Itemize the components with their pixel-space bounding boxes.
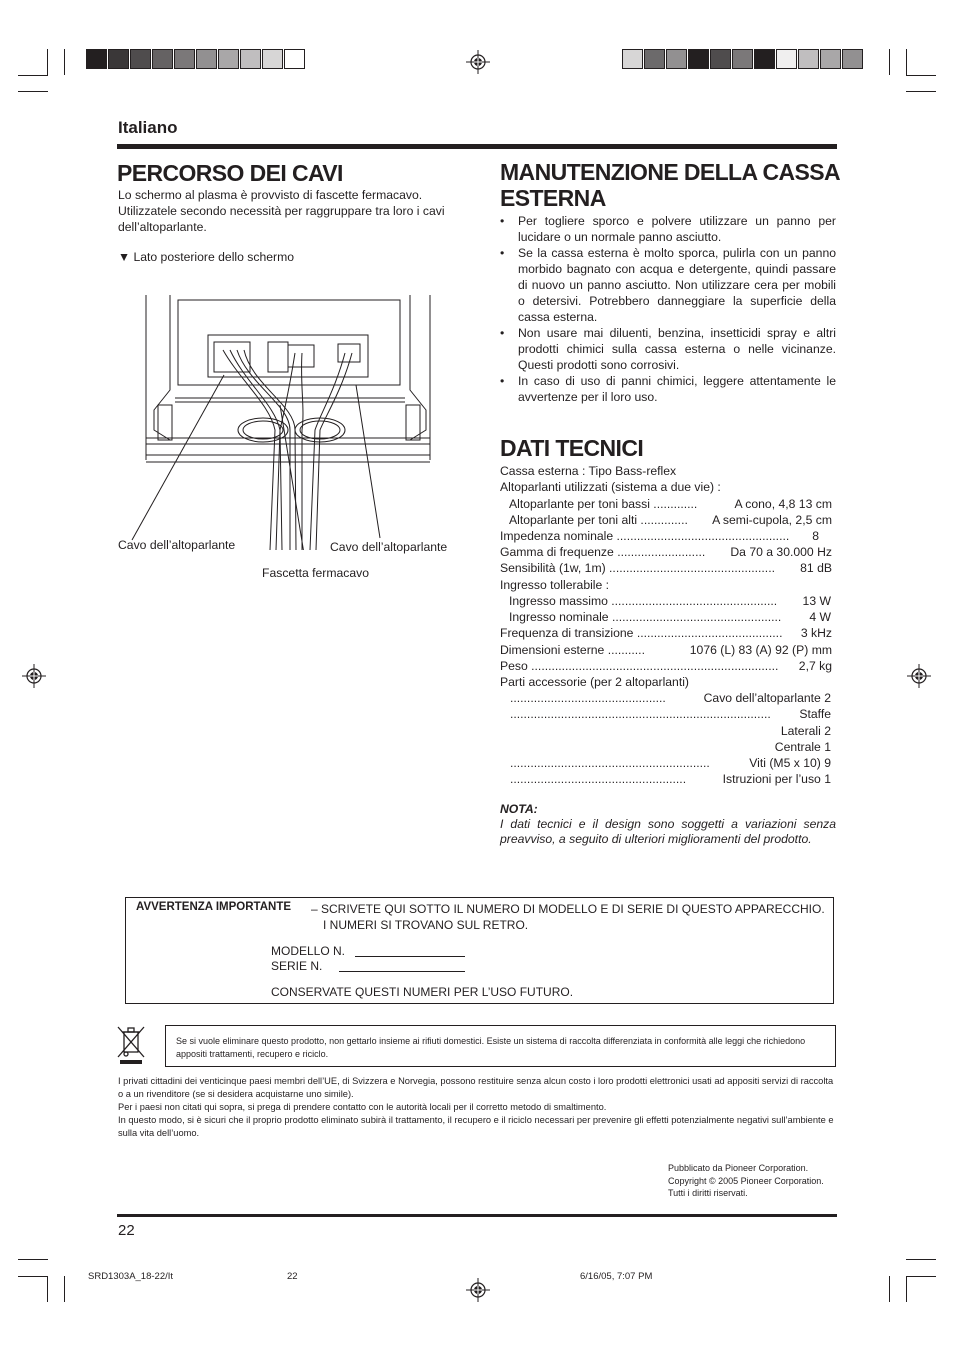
color-swatch: [820, 49, 841, 69]
spec-row: Cassa esterna : Tipo Bass-reflex: [500, 464, 677, 478]
color-swatch: [732, 49, 753, 69]
color-swatch: [688, 49, 709, 69]
crop-mark: [18, 75, 48, 76]
warning-line2: I NUMERI SI TROVANO SUL RETRO.: [323, 918, 529, 932]
warning-box: [125, 897, 834, 1004]
list-item: • In caso di uso di panni chimici, leggere attentamente le avvertenze per il loro uso.: [500, 373, 836, 405]
serial-field[interactable]: [339, 971, 465, 972]
crop-mark: [906, 49, 907, 75]
spec-row: Ingresso nominale .................................................. 4 W: [509, 610, 831, 624]
color-bar-left: [86, 49, 331, 69]
publisher-block: Pubblicato da Pioneer Corporation. Copyright © 2005 Pioneer Corporation. Tutti i diritti riservati.: [668, 1163, 824, 1198]
crop-mark: [906, 91, 936, 92]
spec-row: ........................................................... Viti (M5 x 10) 9: [510, 756, 831, 770]
registration-mark-icon: [466, 1278, 490, 1302]
spec-row: Altoparlante per toni alti .............. A semi-cupola, 2,5 cm: [509, 513, 832, 527]
crop-mark: [889, 49, 890, 75]
spec-row: Dimensioni esterne ........... 1076 (L) 83 (A) 92 (P) mm: [500, 643, 832, 657]
color-swatch: [666, 49, 687, 69]
crop-mark: [906, 1259, 936, 1260]
spec-row: .................................................... Istruzioni per l’uso 1: [510, 772, 831, 786]
section-title-cables: PERCORSO DEI CAVI: [117, 160, 343, 186]
note-title: NOTA:: [500, 802, 538, 816]
color-swatch: [196, 49, 217, 69]
label-clamp: Fascetta fermacavo: [262, 566, 370, 580]
spec-row: Altoparlante per toni bassi ............. A cono, 4,8 13 cm: [509, 497, 832, 511]
crossed-bin-icon: [116, 1025, 146, 1065]
color-swatch: [622, 49, 643, 69]
model-label: MODELLO N.: [271, 944, 346, 958]
color-swatch: [86, 49, 107, 69]
color-swatch: [842, 49, 863, 69]
color-swatch: [776, 49, 797, 69]
footer-rule: [117, 1214, 837, 1217]
figure-caption: ▼ Lato posteriore dello schermo: [118, 250, 295, 264]
color-swatch: [798, 49, 819, 69]
warning-heading: AVVERTENZA IMPORTANTE: [136, 901, 292, 913]
color-swatch: [754, 49, 775, 69]
weee-text: [118, 1075, 834, 1140]
weee-box: [165, 1025, 836, 1067]
spec-row: Altoparlanti utilizzati (sistema a due vie) :: [500, 480, 721, 494]
spec-row: Sensibilità (1w, 1m) ................................................. 81 dB: [500, 561, 832, 575]
label-cable-right: Cavo dell’altoparlante: [330, 540, 448, 554]
spec-row: ............................................................................. Staffe: [510, 707, 831, 721]
spec-row: Frequenza di transizione ........................................... 3 kHz: [500, 626, 832, 640]
crop-mark: [64, 49, 65, 75]
section-title-maintenance: MANUTENZIONE DELLA CASSA ESTERNA: [500, 159, 840, 211]
serial-label: SERIE N.: [271, 959, 323, 973]
color-swatch: [218, 49, 239, 69]
spec-row: Impedenza nominale ................................................... 8: [500, 529, 819, 543]
color-swatch: [130, 49, 151, 69]
label-cable-left: Cavo dell’altoparlante: [118, 538, 236, 552]
crop-mark: [47, 49, 48, 75]
spec-row: .............................................. Cavo dell’altoparlante 2: [510, 691, 831, 705]
weee-box-text: Se si vuole eliminare questo prodotto, non gettarlo insieme ai rifiuti domestici. Esiste un sistema di raccolta differenziata in conformità alle leggi che richiedono appositi trattamenti, recupero e riciclo.: [176, 1036, 806, 1059]
page-number: 22: [118, 1222, 135, 1239]
color-swatch: [262, 49, 283, 69]
note-text: I dati tecnici e il design sono soggetti a variazioni senza preavviso, a seguito di ulteriori miglioramenti del prodotto.: [500, 817, 836, 846]
spec-row: Ingresso massimo ................................................. 13 W: [509, 594, 831, 608]
model-field[interactable]: [355, 956, 465, 957]
list-item: • Per togliere sporco e polvere utilizzare un panno per lucidare o un normale panno asciutto.: [500, 213, 836, 245]
warning-line1: – SCRIVETE QUI SOTTO IL NUMERO DI MODELLO E DI SERIE DI QUESTO APPARECCHIO.: [311, 902, 825, 916]
list-item: • Non usare mai diluenti, benzina, insetticidi spray e altri prodotti chimici sulla cassa esterna o nelle vicinanze. Questi prodotti sono corrosivi.: [500, 325, 836, 373]
color-swatch: [108, 49, 129, 69]
footer-date: 6/16/05, 7:07 PM: [580, 1271, 653, 1282]
spec-row: Parti accessorie (per 2 altoparlanti): [500, 675, 689, 689]
crop-mark: [18, 1259, 48, 1260]
crop-mark: [18, 1276, 48, 1277]
color-swatch: [710, 49, 731, 69]
rear-panel-figure: [130, 290, 450, 550]
color-bar-right: [622, 49, 867, 69]
footer-file: SRD1303A_18-22/It: [88, 1271, 174, 1282]
crop-mark: [64, 1276, 65, 1302]
weee-paragraph: Per i paesi non citati qui sopra, si prega di prendere contatto con le autorità locali per il corretto metodo di smaltimento.: [118, 1102, 607, 1112]
registration-mark-icon: [466, 50, 490, 74]
registration-mark-icon: [22, 664, 46, 688]
color-swatch: [284, 49, 305, 69]
color-swatch: [152, 49, 173, 69]
weee-paragraph: I privati cittadini dei venticinque paesi membri dell’UE, di Svizzera e Norvegia, possono restituire senza alcun costo i loro prodotti elettronici usati ad appositi servizi di raccolta o a un rivenditore (se si desidera acquistarne uno simile).: [118, 1076, 834, 1099]
section-title-specs: DATI TECNICI: [500, 435, 644, 461]
weee-paragraph: In questo modo, si è sicuri che il proprio prodotto eliminato subirà il trattamento, il recupero e il riciclo necessari per prevenire gli effetti potenzialmente negativi sull’ambiente e sulla vita dell’uomo.: [118, 1115, 834, 1138]
color-swatch: [174, 49, 195, 69]
cables-intro: Lo schermo al plasma è provvisto di fascette fermacavo. Utilizzatele secondo necessità per raggruppare tra loro i cavi dell’altoparlante.: [118, 188, 445, 234]
registration-mark-icon: [907, 664, 931, 688]
language-label: Italiano: [118, 118, 178, 137]
footer-page: 22: [287, 1271, 298, 1282]
spec-row: Gamma di frequenze .......................... Da 70 a 30.000 Hz: [500, 545, 832, 559]
spec-row: Ingresso tollerabile :: [500, 578, 610, 592]
crop-mark: [906, 1276, 907, 1302]
list-item: • Se la cassa esterna è molto sporca, pulirla con un panno morbido bagnato con acqua e detergente, quindi passare di nuovo un panno asciutto. Non utilizzare cera per mobili o detersivi. Potrebbero danneggiare la superficie della cassa esterna.: [500, 245, 836, 325]
color-swatch: [240, 49, 261, 69]
header-rule: [117, 144, 837, 149]
crop-mark: [47, 1276, 48, 1302]
color-swatch: [644, 49, 665, 69]
crop-mark: [18, 91, 48, 92]
crop-mark: [906, 75, 936, 76]
keep-numbers-text: CONSERVATE QUESTI NUMERI PER L’USO FUTURO.: [271, 985, 574, 999]
crop-mark: [889, 1276, 890, 1302]
spec-row: Peso ......................................................................... 2,7 kg: [500, 659, 832, 673]
crop-mark: [906, 1276, 936, 1277]
maintenance-list: [500, 213, 836, 405]
